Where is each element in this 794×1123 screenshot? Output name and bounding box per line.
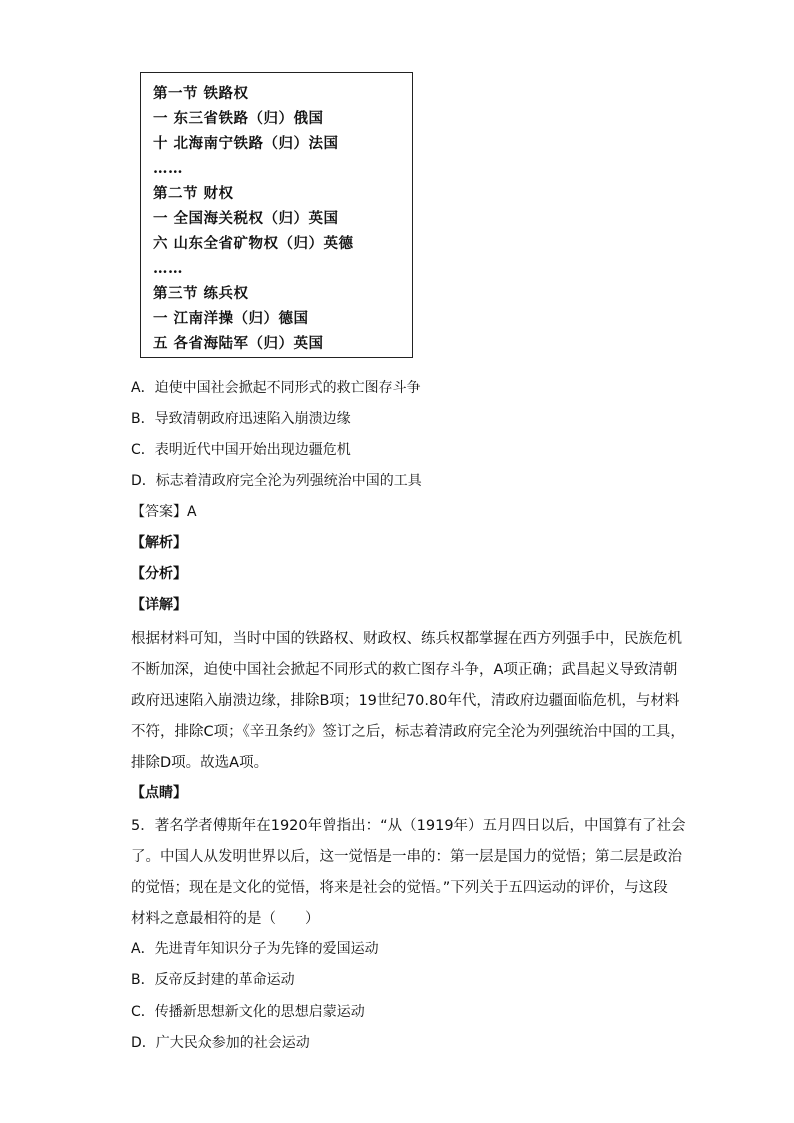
detail-line: 不断加深，迫使中国社会掀起不同形式的救亡图存斗争，A项正确；武昌起义导致清朝: [131, 662, 678, 678]
q4-answer: 【答案】A: [131, 504, 197, 520]
material-line: 一 江南洋操（归）德国: [153, 310, 309, 327]
material-line: 十 北海南宁铁路（归）法国: [153, 135, 339, 152]
q5-option-c: C．传播新思想新文化的思想启蒙运动: [131, 1004, 365, 1020]
q4-dianjing-heading: 【点睛】: [131, 785, 187, 801]
q4-option-b: B．导致清朝政府迅速陷入崩溃边缘: [131, 411, 351, 427]
q4-option-a: A．迫使中国社会掀起不同形式的救亡图存斗争: [131, 380, 421, 396]
q5-option-d: D．广大民众参加的社会运动: [131, 1035, 310, 1051]
detail-line: 排除D项。故选A项。: [131, 755, 269, 771]
q5-option-b: B．反帝反封建的革命运动: [131, 972, 295, 988]
q5-option-a: A．先进青年知识分子为先锋的爱国运动: [131, 941, 379, 957]
source-material-box: [140, 72, 413, 358]
q5-stem: [131, 811, 686, 935]
material-line: ……: [153, 260, 183, 277]
stem-line: 的觉悟；现在是文化的觉悟，将来是社会的觉悟。”下列关于五四运动的评价，与这段: [131, 880, 668, 896]
q4-option-c: C．表明近代中国开始出现边疆危机: [131, 442, 351, 458]
q4-fenxi-heading: 【分析】: [131, 566, 187, 582]
detail-line: 根据材料可知，当时中国的铁路权、财政权、练兵权都掌握在西方列强手中，民族危机: [131, 631, 682, 647]
material-line: 第二节 财权: [153, 185, 234, 202]
detail-line: 政府迅速陷入崩溃边缘，排除B项；19世纪70.80年代，清政府边疆面临危机，与材料: [131, 693, 680, 709]
stem-line: 材料之意最相符的是（ ）: [131, 911, 320, 927]
material-line: 第一节 铁路权: [153, 85, 249, 102]
material-line: 六 山东全省矿物权（归）英德: [153, 235, 354, 252]
q4-option-d: D．标志着清政府完全沦为列强统治中国的工具: [131, 473, 422, 489]
material-line: 一 全国海关税权（归）英国: [153, 210, 339, 227]
q4-analysis-heading: 【解析】: [131, 535, 187, 551]
material-line: 第三节 练兵权: [153, 285, 249, 302]
material-line: ……: [153, 160, 183, 177]
q4-detail-paragraph: [131, 624, 685, 779]
material-line: 五 各省海陆军（归）英国: [153, 335, 324, 352]
q4-detail-heading: 【详解】: [131, 597, 187, 613]
material-line: 一 东三省铁路（归）俄国: [153, 110, 324, 127]
stem-line: 了。中国人从发明世界以后，这一觉悟是一串的：第一层是国力的觉悟；第二层是政治: [131, 849, 682, 865]
stem-line: 5．著名学者傅斯年在1920年曾指出：“从（1919年）五月四日以后，中国算有了社会: [131, 818, 686, 834]
detail-line: 不符，排除C项；《辛丑条约》签订之后，标志着清政府完全沦为列强统治中国的工具，: [131, 724, 685, 740]
